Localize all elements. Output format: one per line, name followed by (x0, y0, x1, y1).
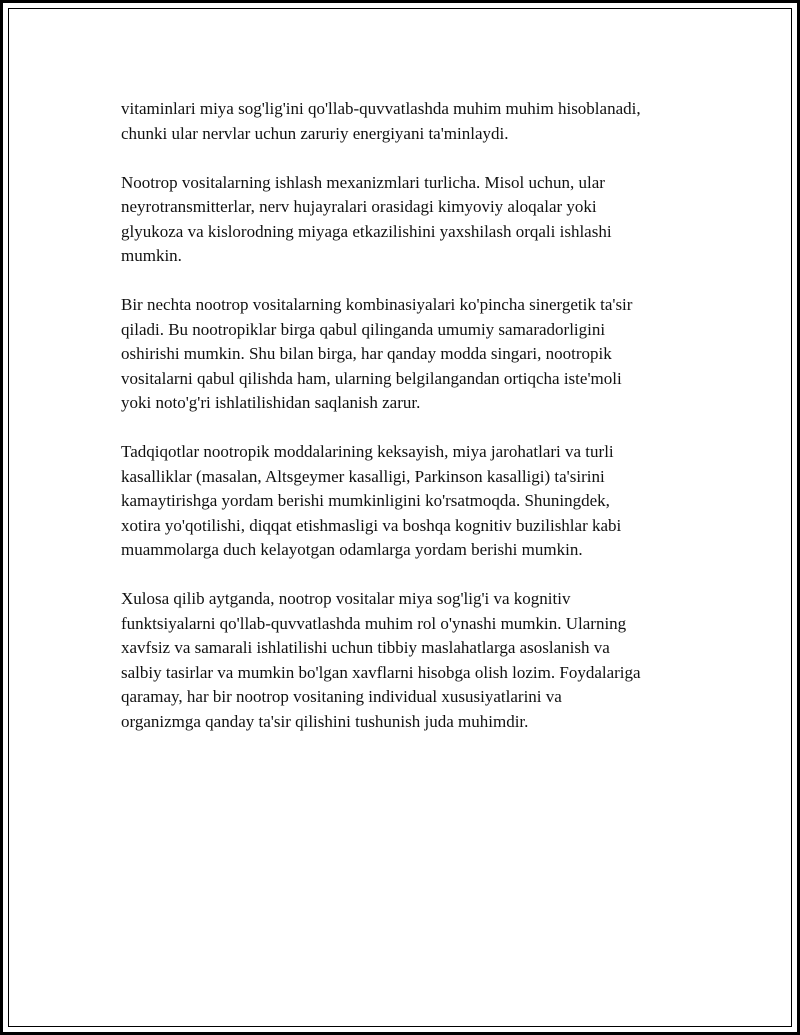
document-body (121, 97, 701, 759)
paragraph-research: Tadqiqotlar nootropik moddalarining keksayish, miya jarohatlari va turli kasalliklar (masalan, Altsgeymer kasalligi, Parkinson kasalligi) ta'sirini kamaytirishga yordam berishi mumkinligini ko'rsatmoqda. Shuningdek, xotira yo'qotilishi, diqqat etishmasligi va boshqa kognitiv buzilishlar kabi muammolarga duch kelayotgan odamlarga yordam berishi mumkin. (121, 442, 622, 559)
paragraph-conclusion: Xulosa qilib aytganda, nootrop vositalar miya sog'lig'i va kognitiv funktsiyalarni qo'llab-quvvatlashda muhim rol o'ynashi mumkin. Ularning xavfsiz va samarali ishlatilishi uchun tibbiy maslahatlarga asoslanish va salbiy tasirlar va mumkin bo'lgan xavflarni hisobga olish lozim. Foydalariga qaramay, har bir nootrop vositaning individual xususiyatlarini va organizmga qanday ta'sir qilishini tushunish juda muhimdir. (121, 589, 641, 731)
paragraph-mechanisms: Nootrop vositalarning ishlash mexanizmlari turlicha. Misol uchun, ular neyrotransmitterlar, nerv hujayralari orasidagi kimyoviy aloqalar yoki glyukoza va kislorodning miyaga etkazilishini yaxshilash orqali ishlashi mumkin. (121, 172, 612, 265)
paragraph-vitamins: vitaminlari miya sog'lig'ini qo'llab-quvvatlashda muhim muhim hisoblanadi, chunki ular nervlar uchun zaruriy energiyani ta'minlaydi. (121, 99, 641, 143)
paragraph-combinations: Bir nechta nootrop vositalarning kombinasiyalari ko'pincha sinergetik ta'sir qiladi. Bu nootropiklar birga qabul qilinganda umumiy samaradorligini oshirishi mumkin. Shu bilan birga, har qanday modda singari, nootropik vositalarni qabul qilishda ham, ularning belgilangandan ortiqcha iste'moli yoki noto'g'ri ishlatilishidan saqlanish zarur. (121, 295, 633, 412)
